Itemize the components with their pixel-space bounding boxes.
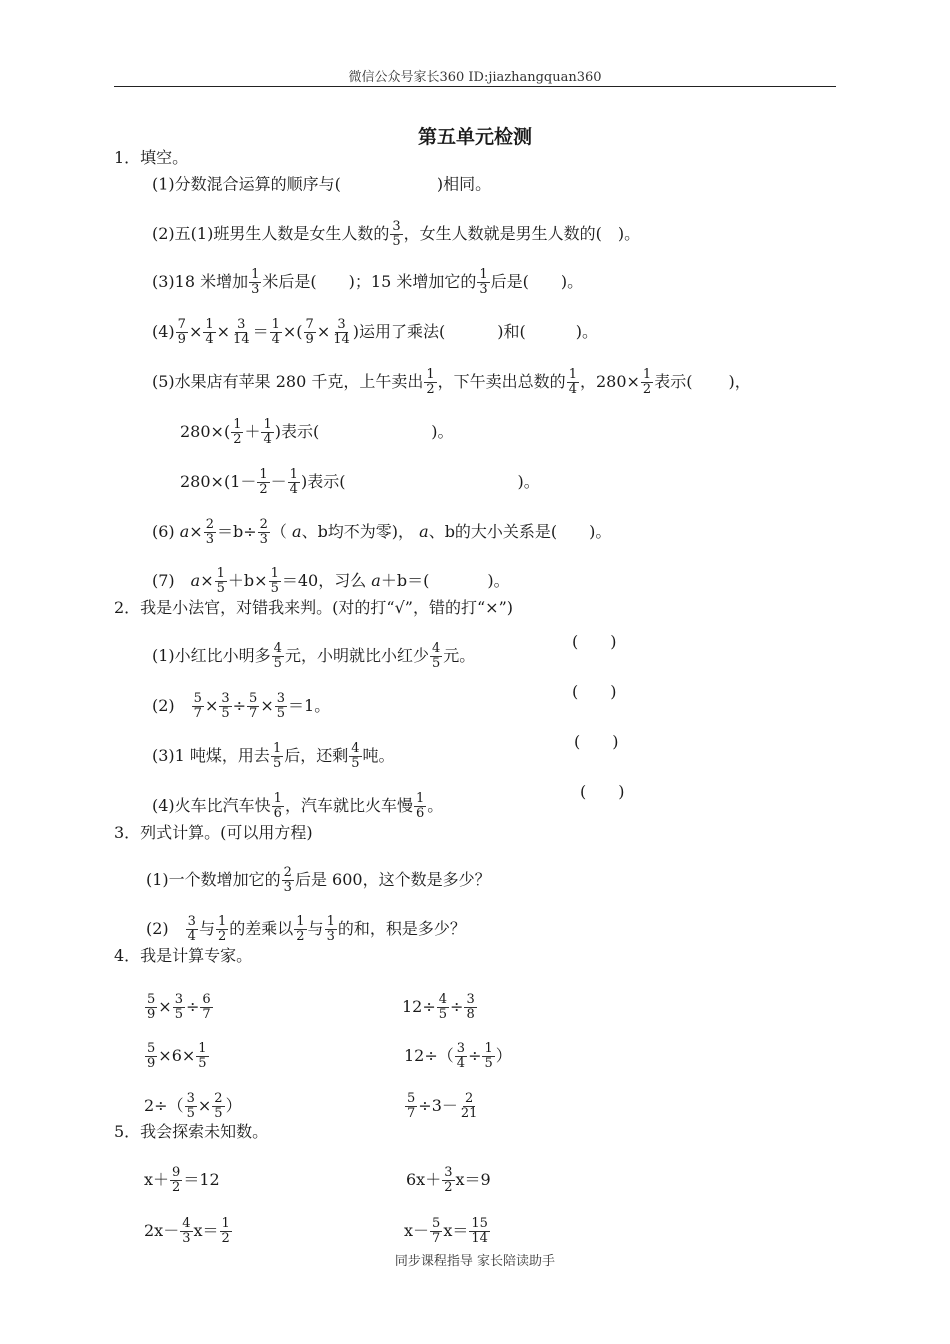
fraction: $\frac{2}{3}$ (283, 865, 292, 895)
calc-expression-1: $\frac{5}{9}$ × $\frac{3}{5}$ ÷ $\frac{6}{7}$ (147, 992, 211, 1022)
fraction: $\frac{1}{5}$ (198, 1041, 207, 1071)
fraction: $\frac{3}{5}$ (221, 691, 230, 721)
fraction: $\frac{1}{4}$ (568, 367, 577, 397)
page-title: 第五单元检测 (417, 126, 532, 148)
section-1-heading: 1．填空。 (114, 148, 189, 167)
fraction: $\frac{1}{2}$ (217, 914, 227, 944)
fraction: $\frac{9}{2}$ (172, 1165, 181, 1195)
question-1-5: (5)水果店有苹果 280 千克，上午卖出 $\frac{1}{2}$ ，下午卖出总数的 $\frac{1}{4}$ ，280× $\frac{1}{2}$ 表示( )， (152, 367, 751, 397)
fraction: $\frac{5}{7}$ (193, 691, 202, 721)
question-2-3: (3)1 吨煤，用去 $\frac{1}{5}$ 后，还剩 $\frac{4}{5}$ 吨。 (152, 741, 395, 771)
fraction: $\frac{5}{9}$ (147, 1041, 156, 1071)
question-3-1: (1)一个数增加它的 $\frac{2}{3}$ 后是 600，这个数是多少？ (146, 865, 491, 895)
fraction: $\frac{5}{9}$ (147, 992, 156, 1022)
judge-paren-2[interactable]: ( ) (572, 682, 617, 701)
page-footer: 同步课程指导 家长陪读助手 (394, 1254, 556, 1269)
fraction: $\frac{1}{4}$ (289, 467, 298, 497)
fraction: $\frac{3}{5}$ (186, 1091, 195, 1121)
question-1-4: (4) $\frac{7}{9}$ × $\frac{1}{4}$ × $\frac{3}{14}$ ＝ $\frac{1}{4}$ ×( $\frac{7}{9}$ × $\frac{3}{14}$ )运用了乘法( )和( )。 (152, 317, 599, 347)
fraction: $\frac{3}{5}$ (392, 219, 401, 249)
question-1-1: (1)分数混合运算的顺序与( )相同。 (152, 174, 492, 194)
fraction: $\frac{15}{14}$ (471, 1216, 488, 1246)
judge-paren-1[interactable]: ( ) (572, 632, 617, 651)
fraction: $\frac{1}{6}$ (273, 791, 282, 821)
equation-4: x－ $\frac{5}{7}$ x＝ $\frac{15}{14}$ (404, 1216, 488, 1246)
fraction: $\frac{3}{8}$ (466, 992, 475, 1022)
fraction: $\frac{1}{6}$ (415, 791, 425, 821)
question-3-2: (2) $\frac{3}{4}$ 与 $\frac{1}{2}$ 的差乘以 $\frac{1}{2}$ 与 $\frac{1}{3}$ 的和，积是多少？ (146, 914, 466, 944)
fraction: $\frac{1}{4}$ (271, 317, 280, 347)
fraction: $\frac{3}{2}$ (444, 1165, 453, 1195)
calc-expression-3: $\frac{5}{9}$ ×6× $\frac{1}{5}$ (147, 1041, 207, 1071)
fraction: $\frac{1}{2}$ (642, 367, 652, 397)
section-2-heading: 2．我是小法官，对错我来判。(对的打“√”，错的打“×”) (114, 598, 513, 617)
fraction: $\frac{4}{5}$ (351, 741, 360, 771)
section-4-heading: 4．我是计算专家。 (114, 946, 253, 965)
fraction: $\frac{1}{5}$ (270, 566, 279, 596)
question-2-4: (4)火车比汽车快 $\frac{1}{6}$ ，汽车就比火车慢 $\frac{1}{6}$ 。 (152, 791, 444, 821)
fraction: $\frac{1}{5}$ (272, 741, 282, 771)
fraction: $\frac{1}{5}$ (216, 566, 225, 596)
question-2-2: (2) $\frac{5}{7}$ × $\frac{3}{5}$ ÷ $\frac{5}{7}$ × $\frac{3}{5}$ ＝1。 (152, 691, 331, 721)
section-5-heading: 5．我会探索未知数。 (114, 1122, 269, 1141)
fraction: $\frac{1}{3}$ (326, 914, 335, 944)
question-1-5-c: 280×(1－ $\frac{1}{2}$ － $\frac{1}{4}$ )表示( )。 (180, 467, 540, 497)
judge-paren-3[interactable]: ( ) (574, 732, 619, 751)
fraction: $\frac{3}{5}$ (276, 691, 286, 721)
equation-1: x＋ $\frac{9}{2}$ ＝12 (144, 1165, 220, 1195)
fraction: $\frac{5}{7}$ (407, 1091, 416, 1121)
fraction: $\frac{1}{4}$ (205, 317, 214, 347)
fraction: $\frac{1}{2}$ (426, 367, 435, 397)
question-1-5-b: 280×( $\frac{1}{2}$ ＋ $\frac{1}{4}$ )表示( )。 (180, 417, 454, 447)
fraction: $\frac{1}{3}$ (479, 267, 488, 297)
question-1-2: (2)五(1)班男生人数是女生人数的 $\frac{3}{5}$ ，女生人数就是男生人数的( )。 (152, 219, 641, 249)
fraction: $\frac{7}{9}$ (305, 317, 314, 347)
section-3-heading: 3．列式计算。(可以用方程) (114, 823, 313, 842)
fraction: $\frac{2}{3}$ (259, 517, 268, 547)
fraction: $\frac{2}{3}$ (205, 517, 214, 547)
fraction: $\frac{2}{21}$ (460, 1091, 478, 1121)
fraction: $\frac{7}{9}$ (177, 317, 186, 347)
fraction: $\frac{4}{3}$ (182, 1216, 191, 1246)
equation-3: 2x－ $\frac{4}{3}$ x＝ $\frac{1}{2}$ (144, 1216, 230, 1246)
fraction: $\frac{1}{2}$ (233, 417, 242, 447)
fraction: $\frac{4}{5}$ (273, 641, 282, 671)
header-divider (114, 86, 836, 87)
fraction: $\frac{1}{2}$ (221, 1216, 230, 1246)
question-1-6: (6) a× $\frac{2}{3}$ ＝b÷ $\frac{2}{3}$ （ a、b均不为零)， a、b的大小关系是( )。 (152, 517, 612, 547)
question-1-7: (7) a× $\frac{1}{5}$ ＋b× $\frac{1}{5}$ ＝40，习么 a＋b＝( )。 (152, 566, 510, 596)
question-2-1: (1)小红比小明多 $\frac{4}{5}$ 元，小明就比小红少 $\frac{4}{5}$ 元。 (152, 641, 476, 671)
judge-paren-4[interactable]: ( ) (580, 782, 625, 801)
fraction: $\frac{3}{4}$ (187, 914, 196, 944)
fraction: $\frac{3}{5}$ (174, 992, 183, 1022)
fraction: $\frac{3}{14}$ (333, 317, 350, 347)
fraction: $\frac{3}{14}$ (233, 317, 250, 347)
fraction: $\frac{5}{7}$ (432, 1216, 441, 1246)
fraction: $\frac{1}{3}$ (251, 267, 260, 297)
calc-expression-2: 12÷ $\frac{4}{5}$ ÷ $\frac{3}{8}$ (402, 992, 475, 1022)
fraction: $\frac{3}{4}$ (456, 1041, 466, 1071)
calc-expression-4: 12÷（ $\frac{3}{4}$ ÷ $\frac{1}{5}$ ） (404, 1041, 512, 1071)
fraction: $\frac{1}{5}$ (484, 1041, 493, 1071)
page-header: 微信公众号家长360 ID:jiazhangquan360 (348, 70, 602, 85)
question-1-3: (3)18 米增加 $\frac{1}{3}$ 米后是( )；15 米增加它的 $\frac{1}{3}$ 后是( )。 (152, 267, 584, 297)
fraction: $\frac{2}{5}$ (214, 1091, 223, 1121)
fraction: $\frac{1}{4}$ (263, 417, 272, 447)
fraction: $\frac{5}{7}$ (249, 691, 258, 721)
calc-expression-6: $\frac{5}{7}$ ÷3－ $\frac{2}{21}$ (407, 1091, 478, 1121)
fraction: $\frac{4}{5}$ (431, 641, 441, 671)
fraction: $\frac{1}{2}$ (259, 467, 268, 497)
fraction: $\frac{6}{7}$ (202, 992, 211, 1022)
equation-2: 6x＋ $\frac{3}{2}$ x＝9 (406, 1165, 491, 1195)
fraction: $\frac{1}{2}$ (296, 914, 305, 944)
fraction: $\frac{4}{5}$ (438, 992, 448, 1022)
calc-expression-5: 2÷（ $\frac{3}{5}$ × $\frac{2}{5}$ ） (144, 1091, 242, 1121)
